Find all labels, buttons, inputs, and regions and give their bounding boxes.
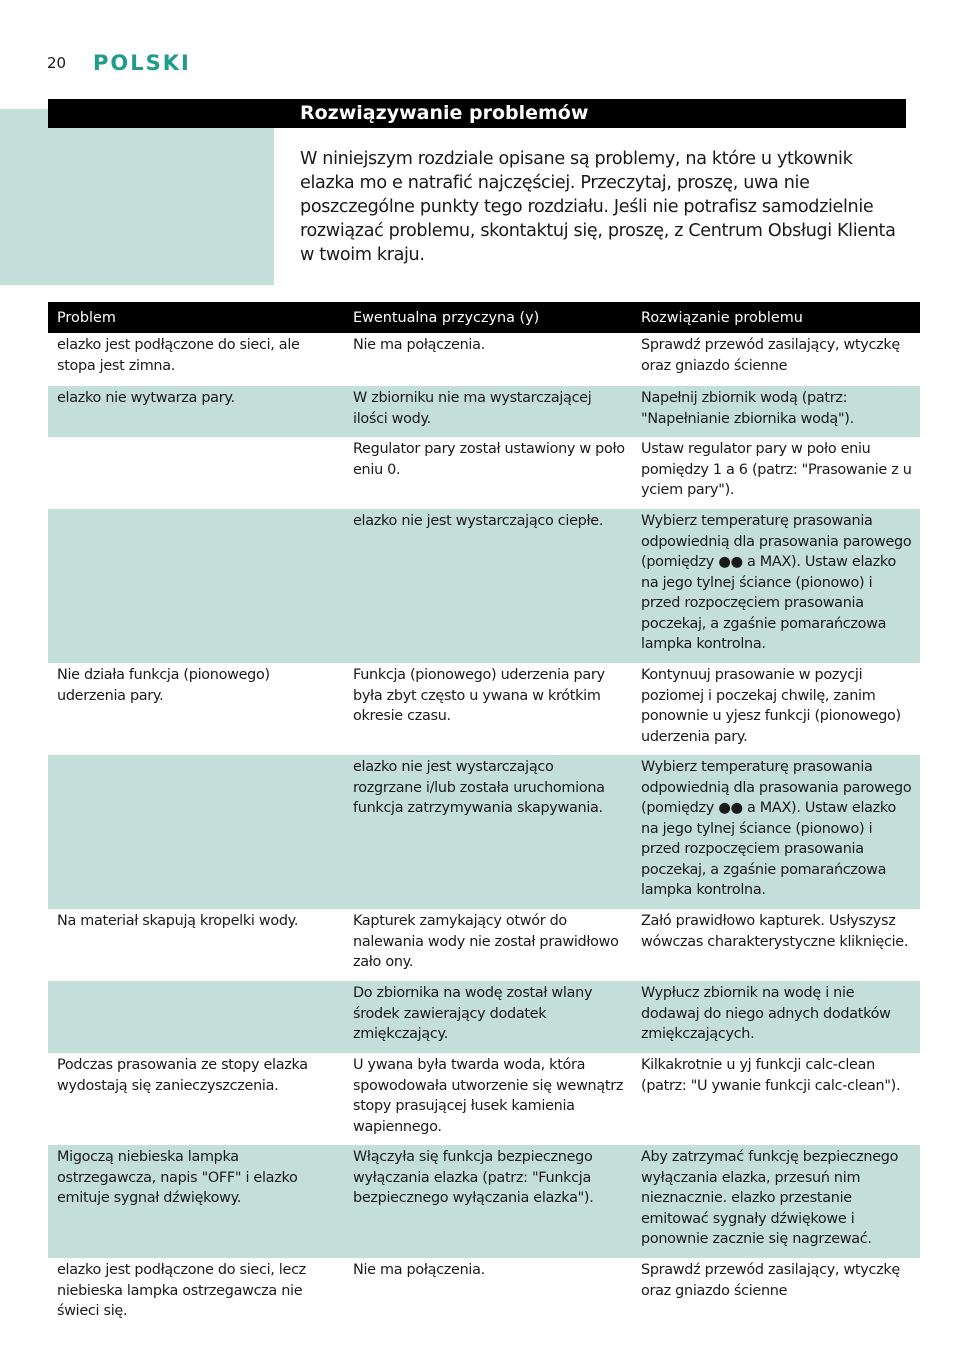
cause-cell: U ywana była twarda woda, która spowodowała utworzenie się wewnątrz stopy prasującej łusek kamienia wapiennego. (353, 1057, 624, 1135)
solution-cell: Kilkakrotnie u yj funkcji calc-clean (patrz: "U ywanie funkcji calc-clean"). (641, 1057, 901, 1094)
cause-cell: elazko nie jest wystarczająco ciepłe. (353, 513, 604, 529)
table-row (48, 509, 920, 663)
column-header-solution: Rozwiązanie problemu (641, 309, 803, 326)
problem-cell: elazko nie wytwarza pary. (57, 390, 235, 406)
cause-cell: Nie ma połączenia. (353, 1262, 485, 1278)
problem-cell (48, 509, 344, 663)
table-row (48, 981, 920, 1053)
solution-cell: Sprawdź przewód zasilający, wtyczkę oraz gniazdo ścienne (641, 1262, 900, 1299)
problem-cell: Podczas prasowania ze stopy elazka wydostają się zanieczyszczenia. (57, 1057, 308, 1094)
solution-cell: Sprawdź przewód zasilający, wtyczkę oraz gniazdo ścienne (641, 337, 900, 374)
table-row (48, 1145, 920, 1258)
solution-cell: Załó prawidłowo kapturek. Usłyszysz wówczas charakterystyczne kliknięcie. (641, 913, 909, 950)
cause-cell: W zbiorniku nie ma wystarczającej ilości wody. (353, 390, 592, 427)
cause-cell: Do zbiornika na wodę został wlany środek zawierający dodatek zmiękczający. (353, 985, 593, 1042)
problem-cell: Na materiał skapują kropelki wody. (57, 913, 299, 929)
solution-cell: Wybierz temperaturę prasowania odpowiednią dla prasowania parowego (pomiędzy ●● a MAX). Ustaw elazko na jego tylnej ściance (pionowo) i przed rozpoczęciem prasowania poczekaj, a zgaśnie pomarańczowa lampka kontrolna. (641, 759, 912, 898)
cause-cell: Regulator pary został ustawiony w poło eniu 0. (353, 441, 625, 478)
table-row (48, 909, 920, 981)
table-row (48, 437, 920, 509)
language-label: POLSKI (93, 51, 191, 75)
column-header-cause: Ewentualna przyczyna (y) (353, 309, 540, 326)
troubleshooting-table (48, 302, 920, 1330)
table-row (48, 1053, 920, 1145)
problem-cell: elazko jest podłączone do sieci, lecz niebieska lampka ostrzegawcza nie świeci się. (57, 1262, 306, 1319)
problem-cell: Nie działa funkcja (pionowego) uderzenia pary. (57, 667, 270, 704)
table-row (48, 333, 920, 386)
section-title: Rozwiązywanie problemów (300, 102, 589, 124)
solution-cell: Wypłucz zbiornik na wodę i nie dodawaj do niego adnych dodatków zmiękczających. (641, 985, 891, 1042)
cause-cell: Funkcja (pionowego) uderzenia pary była zbyt często u ywana w krótkim okresie czasu. (353, 667, 605, 724)
column-header-problem: Problem (57, 309, 116, 326)
solution-cell: Aby zatrzymać funkcję bezpiecznego wyłączania elazka, przesuń nim nieznacznie. elazko przestanie emitować sygnały dźwiękowe i ponownie zacznie się nagrzewać. (641, 1149, 899, 1247)
intro-paragraph: W niniejszym rozdziale opisane są problemy, na które u ytkownik elazka mo e natrafić najczęściej. Przeczytaj, proszę, uwa nie poszczególne punkty tego rozdziału. Jeśli nie potrafisz samodzielnie rozwiązać problemu, skontaktuj się, proszę, z Centrum Obsługi Klienta w twoim kraju. (300, 149, 896, 265)
problem-cell (48, 981, 344, 1053)
table-row (48, 386, 920, 437)
problem-cell (48, 755, 344, 909)
cause-cell: Włączyła się funkcja bezpiecznego wyłączania elazka (patrz: "Funkcja bezpiecznego wyłączania elazka"). (353, 1149, 594, 1206)
cause-cell: elazko nie jest wystarczająco rozgrzane i/lub została uruchomiona funkcja zatrzymywania skapywania. (353, 759, 605, 816)
cause-cell: Nie ma połączenia. (353, 337, 485, 353)
solution-cell: Ustaw regulator pary w poło eniu pomiędzy 1 a 6 (patrz: "Prasowanie z u yciem pary"). (641, 441, 912, 498)
table-body (48, 333, 920, 1330)
page-number: 20 (47, 54, 67, 72)
table-row (48, 755, 920, 909)
table-header (48, 302, 920, 333)
decorative-side-block (0, 109, 274, 285)
problem-cell: Migoczą niebieska lampka ostrzegawcza, napis "OFF" i elazko emituje sygnał dźwiękowy. (57, 1149, 298, 1206)
solution-cell: Wybierz temperaturę prasowania odpowiednią dla prasowania parowego (pomiędzy ●● a MAX). Ustaw elazko na jego tylnej ściance (pionowo) i przed rozpoczęciem prasowania poczekaj, a zgaśnie pomarańczowa lampka kontrolna. (641, 513, 912, 652)
table-row (48, 663, 920, 755)
problem-cell: elazko jest podłączone do sieci, ale stopa jest zimna. (57, 337, 300, 374)
solution-cell: Napełnij zbiornik wodą (patrz: "Napełnianie zbiornika wodą"). (641, 390, 854, 427)
problem-cell (48, 437, 344, 509)
table-row (48, 1258, 920, 1330)
solution-cell: Kontynuuj prasowanie w pozycji poziomej i poczekaj chwilę, zanim ponownie u yjesz funkcji (pionowego) uderzenia pary. (641, 667, 901, 745)
cause-cell: Kapturek zamykający otwór do nalewania wody nie został prawidłowo zało ony. (353, 913, 619, 970)
